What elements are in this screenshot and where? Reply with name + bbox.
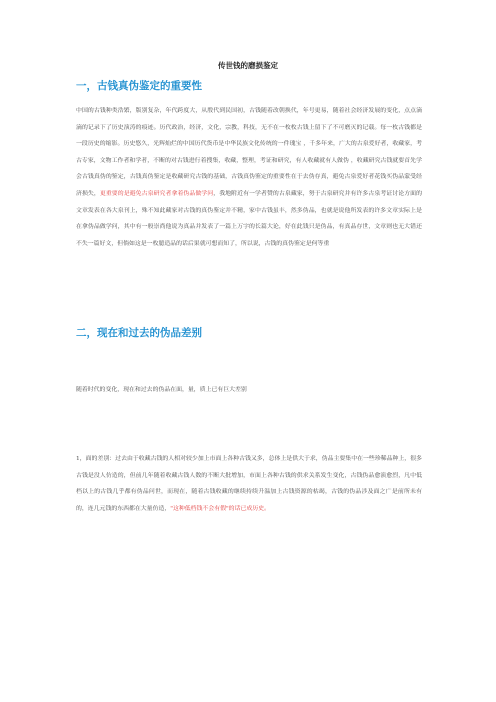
section-2-intro: 随着时代的变化，现在和过去的伪品在面，量，质上已有巨大差别 xyxy=(76,387,247,393)
highlighted-text: "这种低档钱不会有假"的话已成历史。 xyxy=(170,505,270,512)
section-2-heading: 二，现在和过去的伪品差别 xyxy=(76,327,202,339)
paragraph-text: 1，面的差别：过去由于收藏古钱的人相对较少加上市面上各种古钱又多，总体上是供大于求，伪品主要集中在一些珍稀品种上，很多古钱是没人仿造的，但前几年随着收藏古钱人数的不断大批增加，市面上各种古钱的供求关系发生变化，古钱伪品愈演愈烈，凡中低档以上的古钱几乎都有伪品问世，而现在，随着古钱收藏的继续持续升温加上古钱资源的枯竭，古钱的伪品涉及面之广是前所未有的，连几元钱的东西都在大量仿造， xyxy=(76,456,422,512)
section-1-heading: 一，古钱真伪鉴定的重要性 xyxy=(76,80,202,92)
paragraph-text: 中国的古钱种类浩繁，版别复杂，年代跨度大，从殷代到民国初，古钱随着改朝换代，年号更易，随着社会经济发展的变化，点点滴滴的记录下了历史演涛的痕迹。历代政治，经济，文化，宗教，科技，无不在一枚枚古钱上留下了不可磨灭的记载。每一枚古钱都是一段历史的缩影。历史悠久，光辉灿烂的中国历代货币是中华民族文化传统的一件瑰宝 ，千多年来，广大的古泉爱好者，收藏家，考古专家，文物工作者和学者，不断的对古钱进行着搜集，收藏，整理，考证和研究，有人收藏就有人做伪 ，收藏研究古钱就要首先学会古钱真伪的鉴定，古钱真伪鉴定是收藏研究古钱的基础，古钱真伪鉴定的重要性在于去伪存真，避免古泉爱好者花钱买伪品蒙受经济损失， xyxy=(76,108,422,197)
section-2-paragraph xyxy=(76,451,422,517)
highlighted-text: 更重要的是避免古泉研究者拿着伪品做学问 xyxy=(99,190,214,197)
document-title: 传世钱的磨损鉴定 xyxy=(218,61,278,70)
paragraph-text: ，我地附近有一学者赞的古泉藏家，努于古泉研究并有许多古泉考证讨论方面的文章发表在各大泉刊上，殊不知此藏家对古钱的真伪鉴定并不精，家中古钱虽丰，然多伪品，也就是说他所发表的许多文章实际上是在拿伪品做学问，其中有一般崇尚他说为真品并发表了一篇上万字的长篇大论，好在此钱只是伪品，有真品存世，文章则也无大错还不失一篇好文，但倘如这是一枚臆造品的话后果就可想而知了，所以说，古钱的真伪鉴定是何等重 xyxy=(76,190,423,247)
section-1-paragraph xyxy=(76,103,422,252)
